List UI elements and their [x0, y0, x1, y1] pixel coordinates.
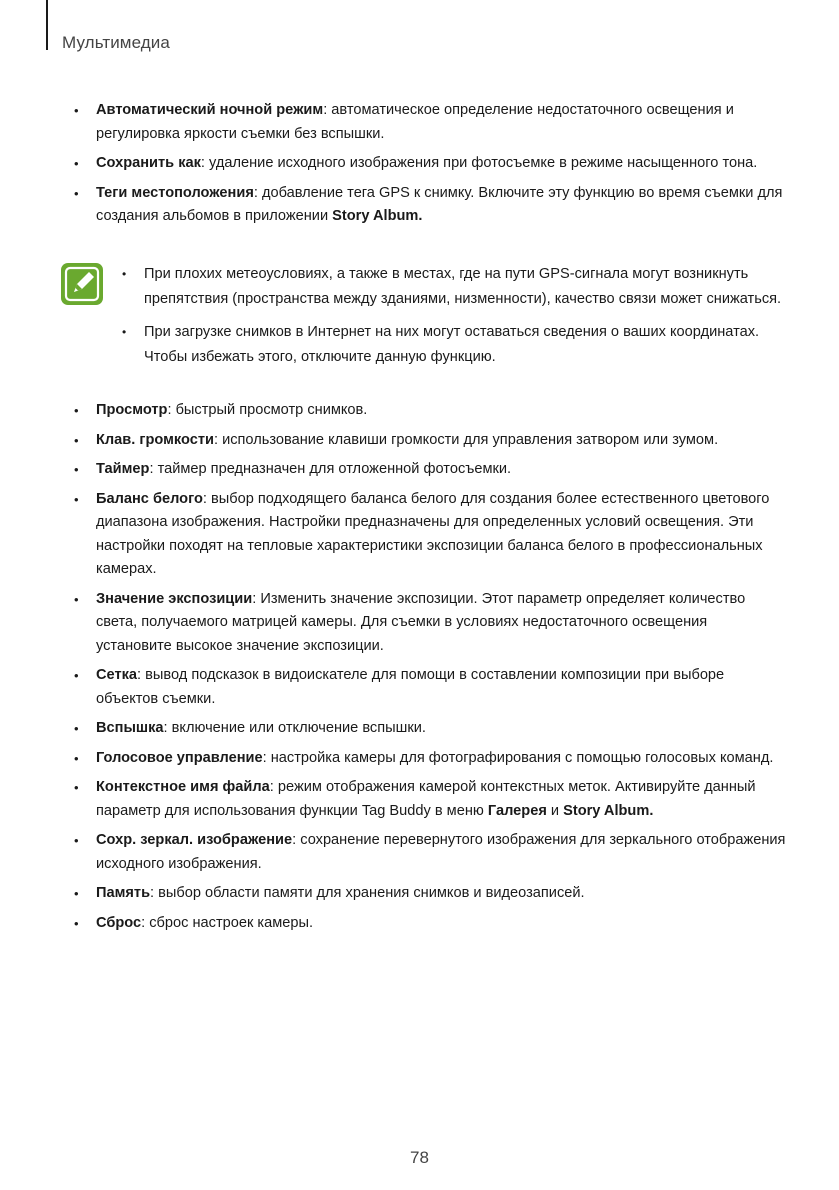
list-item — [74, 429, 786, 453]
item-text: : настройка камеры для фотографирования с помощью голосовых команд. — [262, 749, 774, 766]
bullet-icon: • — [74, 185, 79, 201]
list-item — [74, 717, 786, 741]
item-term-app: Story Album — [332, 208, 419, 224]
list-item — [74, 776, 786, 823]
settings-list-bottom — [74, 399, 786, 941]
list-item — [74, 152, 786, 176]
item-text: : таймер предназначен для отложенной фотосъемки. — [149, 461, 512, 477]
item-term: Сохранить как — [96, 155, 201, 171]
bullet-icon: • — [74, 668, 79, 683]
note-item — [122, 320, 782, 370]
note-text: При загрузке снимков в Интернет на них могут оставаться сведения о ваших координатах. Чтобы избежать этого, отключите данную функцию. — [144, 324, 760, 365]
item-term: Теги местоположения — [96, 184, 254, 201]
settings-list-top — [74, 99, 786, 235]
item-term: Автоматический ночной режим — [96, 102, 324, 118]
item-term: Сброс — [96, 914, 142, 931]
item-term: Сетка — [96, 667, 138, 683]
item-term: Значение экспозиции — [96, 590, 253, 607]
bullet-icon: • — [74, 833, 79, 848]
item-text: : сброс настроек камеры. — [141, 914, 314, 931]
list-item — [74, 747, 786, 771]
bullet-icon: • — [74, 780, 79, 795]
bullet-icon: • — [74, 156, 79, 171]
bullet-icon: • — [74, 432, 79, 448]
item-text: : быстрый просмотр снимков. — [167, 402, 368, 418]
bullet-icon: • — [122, 325, 127, 339]
note-text: При плохих метеоусловиях, а также в местах, где на пути GPS-сигнала могут возникнуть препятствия (пространства между зданиями, низменности), качество связи может снижаться. — [144, 266, 782, 307]
note-item — [122, 262, 782, 312]
item-term-app: Story Album — [563, 802, 650, 819]
item-term: Голосовое управление — [96, 749, 263, 766]
bullet-icon: • — [74, 462, 79, 477]
item-term: Баланс белого — [96, 490, 203, 507]
item-term: Сохр. зеркал. изображение — [96, 832, 293, 848]
item-term: Таймер — [96, 461, 150, 477]
item-term: Просмотр — [96, 402, 168, 418]
item-text: : включение или отключение вспышки. — [163, 720, 426, 736]
item-text: : вывод подсказок в видоискателе для помощи в составлении композиции при выборе объектов съемки. — [96, 667, 725, 707]
list-item — [74, 829, 786, 876]
list-item — [74, 882, 786, 906]
list-item — [74, 488, 786, 582]
bullet-icon: • — [74, 591, 79, 607]
header-rule — [46, 0, 48, 50]
bullet-icon: • — [74, 886, 79, 901]
item-tail: . — [649, 802, 654, 819]
section-title: Мультимедиа — [62, 33, 170, 52]
bullet-icon: • — [74, 491, 79, 507]
note-pencil-icon — [60, 262, 104, 306]
item-term: Контекстное имя файла — [96, 779, 270, 795]
bullet-icon: • — [74, 103, 79, 118]
list-item — [74, 399, 786, 423]
item-mid: и — [546, 802, 564, 819]
item-text: : Изменить значение экспозиции. Этот параметр определяет количество света, получаемого матрицей камеры. Для съемки в условиях недостаточного освещения установите высокое значение экспозиции. — [96, 590, 746, 654]
list-item — [74, 588, 786, 659]
bullet-icon: • — [74, 915, 79, 931]
list-item — [74, 664, 786, 711]
list-item — [74, 182, 786, 229]
list-item — [74, 458, 786, 482]
item-text: : сохранение перевернутого изображения для зеркального отображения исходного изображения. — [96, 832, 786, 872]
note-list — [122, 262, 782, 378]
item-text: : выбор области памяти для хранения снимков и видеозаписей. — [150, 885, 585, 901]
item-term: Память — [96, 885, 151, 901]
list-item — [74, 99, 786, 146]
item-tail: . — [418, 208, 423, 224]
bullet-icon: • — [74, 403, 79, 418]
item-term: Клав. громкости — [96, 431, 214, 448]
item-term-gallery: Галерея — [487, 802, 547, 819]
item-text: : добавление тега GPS к снимку. Включите эту функцию во время съемки для создания альбомов в приложении — [96, 184, 783, 224]
list-item — [74, 912, 786, 936]
item-term: Вспышка — [96, 720, 164, 736]
item-text: : автоматическое определение недостаточного освещения и регулировка яркости съемки без вспышки. — [96, 102, 734, 142]
item-text: : удаление исходного изображения при фотосъемке в режиме насыщенного тона. — [200, 155, 758, 171]
bullet-icon: • — [74, 721, 79, 736]
item-text: : выбор подходящего баланса белого для создания более естественного цветового диапазона изображения. Настройки предназначены для определенных условий освещения. Эти настройки походят на тепловые характеристики экспозиции баланса белого в профессиональных камерах. — [96, 490, 770, 577]
item-text: : использование клавиши громкости для управления затвором или зумом. — [213, 431, 719, 448]
bullet-icon: • — [122, 267, 127, 281]
bullet-icon: • — [74, 750, 79, 766]
page-number: 78 — [410, 1148, 429, 1167]
item-text: : режим отображения камерой контекстных меток. Активируйте данный параметр для использования функции Tag Buddy в меню — [96, 779, 756, 819]
